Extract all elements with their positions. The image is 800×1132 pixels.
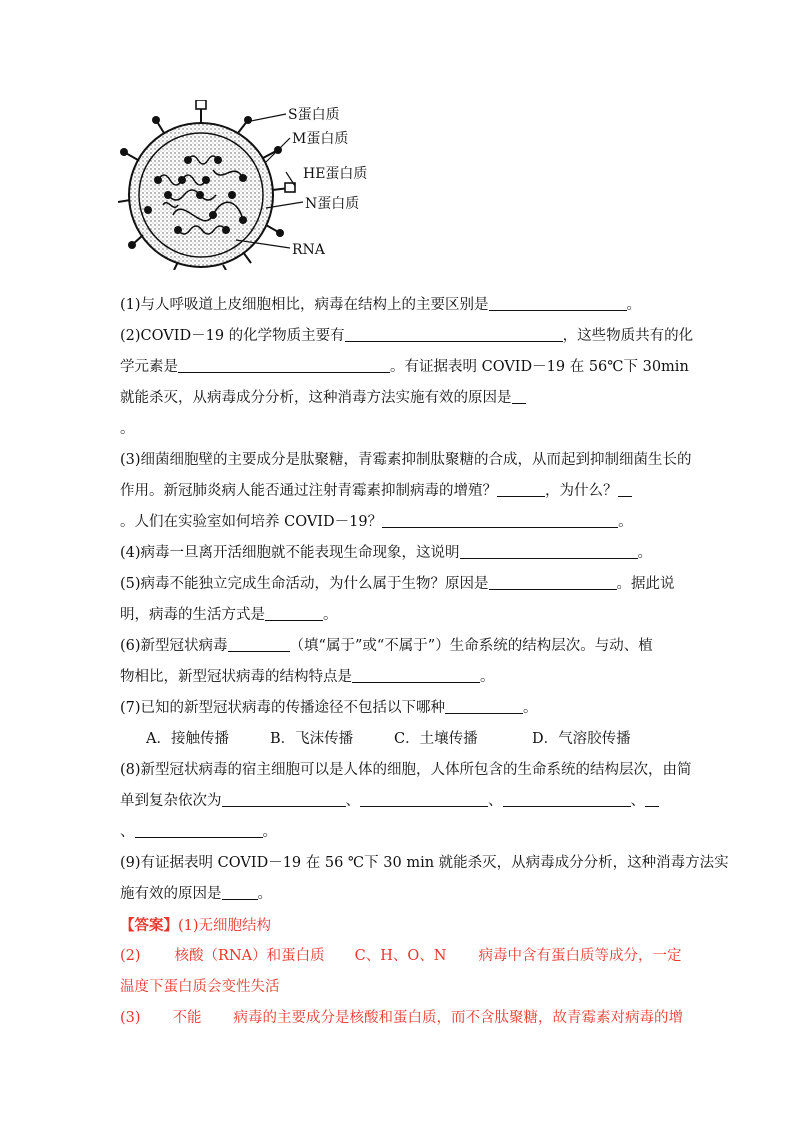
q3-line-2 [120, 476, 680, 507]
label-n-protein: N蛋白质 [305, 196, 360, 212]
label-s-protein: S蛋白质 [288, 107, 340, 123]
q2-blank-2 [178, 355, 390, 373]
q8-blank-3 [503, 789, 631, 807]
q8-end: 。 [262, 824, 277, 840]
q7-choices [120, 724, 680, 755]
label-he-protein: HE蛋白质 [303, 166, 368, 182]
q3-text-b: 作用。新冠肺炎病人能否通过注射青霉素抑制病毒的增殖？ [120, 483, 497, 499]
q2-line-4 [120, 414, 680, 445]
answer-1-line [120, 910, 680, 941]
answer-2-line-1 [120, 941, 680, 972]
q2-line-1 [120, 321, 694, 352]
q8-line-3 [120, 817, 680, 848]
q9-line-2 [120, 879, 680, 910]
q6-line-2 [120, 662, 680, 693]
q4-end: 。 [637, 545, 653, 561]
q8-text-c: 、 [120, 824, 135, 840]
q3-blank-2 [618, 479, 632, 497]
q3-blank-1 [497, 479, 545, 497]
q6-text-c: 物相比，新型冠状病毒的结构特点是 [120, 669, 352, 685]
q5-line-2 [120, 600, 680, 631]
q8-text-a: (8)新型冠状病毒的宿主细胞可以是人体的细胞，人体所包含的生命系统的结构层次，由简 [120, 762, 692, 778]
q8-text-b: 单到复杂依次为 [120, 793, 222, 809]
q5-text-c: 明，病毒的生活方式是 [120, 607, 265, 623]
q2-text-d: 。有证据表明 COVID－19 在 56℃下 30min [390, 359, 689, 375]
q8-blank-5 [135, 820, 263, 838]
q5-text-a: (5)病毒不能独立完成生命活动，为什么属于生物？原因是 [120, 576, 489, 592]
q5-text-b: 。据此说 [616, 576, 675, 592]
answer-2-part-4: 温度下蛋白质会变性失活 [120, 979, 280, 995]
q1-end: 。 [626, 297, 642, 313]
q8-sep-3: 、 [630, 793, 645, 809]
q9-text-c: 。 [257, 886, 272, 902]
q9-line-1 [120, 848, 729, 879]
answer-3-line [120, 1003, 684, 1034]
answer-tag: 【答案】 [120, 917, 178, 934]
q8-blank-2 [360, 789, 488, 807]
coronavirus-diagram [118, 100, 418, 270]
q2-blank-1 [345, 324, 563, 342]
q7-text: (7)已知的新型冠状病毒的传播途径不包括以下哪种 [120, 700, 446, 716]
q4-line [120, 538, 680, 569]
q9-text-b: 施有效的原因是 [120, 886, 222, 902]
answer-3-number: (3) [120, 1010, 141, 1026]
answer-2-part-1: 核酸（RNA）和蛋白质 [174, 948, 325, 964]
label-m-protein: M蛋白质 [292, 131, 349, 147]
q3-text-d: 。人们在实验室如何培养 COVID－19？ [120, 514, 383, 530]
q1-blank [489, 293, 627, 311]
q9-blank [222, 882, 258, 900]
q2-text-e: 就能杀灭，从病毒成分分析，这种消毒方法实施有效的原因是 [120, 390, 512, 406]
q4-text: (4)病毒一旦离开活细胞就不能表现生命现象，这说明 [120, 545, 460, 561]
q3-text-c: ，为什么？ [545, 483, 618, 499]
choice-b[interactable]: B．飞沫传播 [270, 731, 354, 747]
answer-1-text: (1)无细胞结构 [178, 918, 272, 934]
q8-line-1 [120, 755, 692, 786]
q8-blank-1 [222, 789, 346, 807]
q6-blank-2 [352, 665, 480, 683]
q4-blank [460, 541, 638, 559]
q5-line-1 [120, 569, 680, 600]
answer-2-part-3: 病毒中含有蛋白质等成分，一定 [478, 948, 682, 964]
q2-text-b: ，这些物质共有的化 [562, 328, 694, 344]
q3-line-1 [120, 445, 692, 476]
q8-blank-4 [645, 789, 659, 807]
q2-text-f: 。 [120, 421, 135, 437]
answer-3-part-1: 不能 [172, 1010, 202, 1026]
q2-blank-3 [512, 386, 526, 404]
label-rna: RNA [292, 242, 325, 258]
q6-text-a: (6)新型冠状病毒 [120, 638, 228, 654]
q2-line-2 [120, 352, 689, 383]
answer-2-line-2 [120, 972, 680, 1003]
answer-2-part-2: C、H、O、N [354, 948, 447, 964]
answer-3-part-2: 病毒的主要成分是核酸和蛋白质，而不含肽聚糖，故青霉素对病毒的增 [233, 1010, 684, 1026]
q1-line [120, 290, 680, 321]
q6-blank-1 [228, 634, 290, 652]
q5-blank-2 [265, 603, 323, 621]
q2-text-a: (2)COVID－19 的化学物质主要有 [120, 328, 345, 344]
q6-text-b: （填“属于”或“不属于”）生命系统的结构层次。与动、植 [289, 638, 653, 654]
q1-text: (1)与人呼吸道上皮细胞相比，病毒在结构上的主要区别是 [120, 297, 489, 313]
q2-line-3 [120, 383, 680, 414]
choice-d[interactable]: D．气溶胶传播 [532, 731, 631, 747]
q3-text-e: 。 [618, 514, 633, 530]
q6-line-1 [120, 631, 680, 662]
answer-2-number: (2) [120, 948, 141, 964]
q7-end: 。 [523, 700, 538, 716]
choice-a[interactable]: A．接触传播 [146, 731, 229, 747]
q2-text-c: 学元素是 [120, 359, 178, 375]
q3-text-a: (3)细菌细胞壁的主要成分是肽聚糖，青霉素抑制肽聚糖的合成，从而起到抑制细菌生长的 [120, 452, 692, 468]
q8-line-2 [120, 786, 680, 817]
q7-blank [445, 696, 523, 714]
q3-blank-3 [382, 510, 618, 528]
q7-line [120, 693, 680, 724]
q9-text-a: (9)有证据表明 COVID－19 在 56 ℃下 30 min 就能杀灭，从病毒成分分析，这种消毒方法实 [120, 855, 729, 871]
q8-sep-2: 、 [488, 793, 503, 809]
choice-c[interactable]: C．土壤传播 [394, 731, 478, 747]
question-content [120, 290, 729, 1034]
q6-text-d: 。 [480, 669, 495, 685]
he-protein-square [196, 100, 206, 109]
q5-text-d: 。 [323, 607, 338, 623]
q3-line-3 [120, 507, 680, 538]
virus-structure-figure [118, 100, 418, 270]
q8-sep-1: 、 [345, 793, 360, 809]
q5-blank-1 [489, 572, 617, 590]
